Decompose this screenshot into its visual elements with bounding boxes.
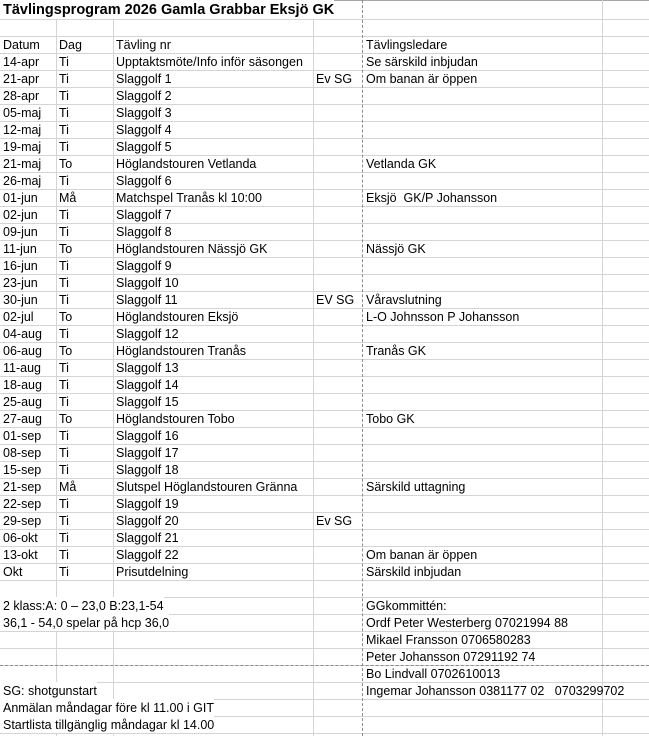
date-cell[interactable]: Okt xyxy=(3,565,23,579)
event-cell[interactable]: Slaggolf 15 xyxy=(116,395,179,409)
notes-row xyxy=(0,631,649,648)
committee-heading[interactable]: GGkommittén: xyxy=(366,599,447,613)
event-cell[interactable]: Slaggolf 21 xyxy=(116,531,179,545)
date-cell[interactable]: 01-jun xyxy=(3,191,38,205)
day-cell[interactable]: Ti xyxy=(59,276,69,290)
sg-cell[interactable] xyxy=(313,376,316,393)
grid-row-line xyxy=(0,580,649,581)
event-cell[interactable]: Slaggolf 7 xyxy=(116,208,172,222)
date-cell[interactable]: 26-maj xyxy=(3,174,42,188)
table-row xyxy=(0,427,649,444)
leader-cell[interactable] xyxy=(363,223,366,240)
header-datum[interactable]: Datum xyxy=(3,38,40,52)
day-cell[interactable]: Ti xyxy=(59,259,69,273)
table-row xyxy=(0,121,649,138)
table-row xyxy=(0,172,649,189)
day-cell[interactable]: Ti xyxy=(59,463,69,477)
leader-cell[interactable] xyxy=(363,444,366,461)
leader-cell[interactable] xyxy=(363,427,366,444)
sg-cell[interactable] xyxy=(313,223,316,240)
table-row xyxy=(0,155,649,172)
leader-cell[interactable] xyxy=(363,325,366,342)
date-cell[interactable]: 08-sep xyxy=(3,446,42,460)
note-startlista[interactable]: Startlista tillgänglig måndagar kl 14.00 xyxy=(0,716,214,733)
event-cell[interactable]: Höglandstouren Tobo xyxy=(116,412,235,426)
date-cell[interactable]: 15-sep xyxy=(3,463,42,477)
table-row xyxy=(0,359,649,376)
date-cell[interactable]: 21-sep xyxy=(3,480,42,494)
sg-cell[interactable] xyxy=(313,461,316,478)
sg-cell[interactable] xyxy=(313,342,316,359)
date-cell[interactable]: 21-maj xyxy=(3,157,42,171)
event-cell[interactable]: Slaggolf 11 xyxy=(116,293,178,307)
leader-cell[interactable] xyxy=(363,376,366,393)
grid-row-line xyxy=(0,19,649,20)
table-row xyxy=(0,563,649,580)
leader-cell[interactable] xyxy=(363,512,366,529)
sg-cell[interactable] xyxy=(313,393,316,410)
grid-row-line xyxy=(0,733,649,734)
event-cell[interactable]: Slaggolf 3 xyxy=(116,106,172,120)
table-row xyxy=(0,325,649,342)
day-cell[interactable]: Ti xyxy=(59,106,69,120)
event-cell[interactable]: Slaggolf 22 xyxy=(116,548,179,562)
leader-cell[interactable]: Våravslutning xyxy=(366,293,442,307)
table-row xyxy=(0,342,649,359)
committee-member[interactable]: Ordf Peter Westerberg 07021994 88 xyxy=(366,616,568,630)
leader-cell[interactable]: Nässjö GK xyxy=(366,242,426,256)
table-row xyxy=(0,495,649,512)
sg-cell[interactable] xyxy=(313,104,316,121)
leader-cell[interactable] xyxy=(363,359,366,376)
page-title[interactable]: Tävlingsprogram 2026 Gamla Grabbar Eksjö GK xyxy=(0,0,334,19)
notes-row xyxy=(0,699,649,716)
notes-row xyxy=(0,614,649,631)
leader-cell[interactable]: Se särskild inbjudan xyxy=(366,55,478,69)
date-cell[interactable]: 04-aug xyxy=(3,327,42,341)
event-cell[interactable]: Slaggolf 8 xyxy=(116,225,172,239)
sg-cell[interactable] xyxy=(313,359,316,376)
committee-member[interactable]: Peter Johansson 07291192 74 xyxy=(366,650,536,664)
event-cell[interactable]: Slaggolf 10 xyxy=(116,276,179,290)
date-cell[interactable]: 16-jun xyxy=(3,259,38,273)
date-cell[interactable]: 23-jun xyxy=(3,276,38,290)
leader-cell[interactable] xyxy=(363,172,366,189)
day-cell[interactable]: Må xyxy=(59,480,77,494)
day-cell[interactable]: Ti xyxy=(59,327,69,341)
day-cell[interactable]: Ti xyxy=(59,497,69,511)
date-cell[interactable]: 19-maj xyxy=(3,140,42,154)
leader-cell[interactable]: Tobo GK xyxy=(366,412,415,426)
day-cell[interactable]: Ti xyxy=(59,208,69,222)
sg-cell[interactable]: EV SG xyxy=(316,293,355,307)
event-cell[interactable]: Slaggolf 4 xyxy=(116,123,172,137)
table-row xyxy=(0,291,649,308)
event-cell[interactable]: Höglandstouren Vetlanda xyxy=(116,157,257,171)
day-cell[interactable]: Ti xyxy=(59,548,69,562)
table-row xyxy=(0,393,649,410)
event-cell[interactable]: Slaggolf 12 xyxy=(116,327,179,341)
committee-member[interactable]: Ingemar Johansson 0381177 02 0703299702 xyxy=(366,684,625,698)
sg-cell[interactable] xyxy=(313,240,316,257)
table-row xyxy=(0,512,649,529)
day-cell[interactable]: To xyxy=(59,242,73,256)
event-cell[interactable]: Höglandstouren Nässjö GK xyxy=(116,242,268,256)
day-cell[interactable]: Ti xyxy=(59,89,69,103)
date-cell[interactable]: 29-sep xyxy=(3,514,42,528)
day-cell[interactable]: To xyxy=(59,344,73,358)
sg-cell[interactable] xyxy=(313,138,316,155)
leader-cell[interactable] xyxy=(363,529,366,546)
table-row xyxy=(0,410,649,427)
date-cell[interactable]: 01-sep xyxy=(3,429,42,443)
table-row xyxy=(0,274,649,291)
note-sg[interactable]: SG: shotgunstart xyxy=(0,682,97,699)
event-cell[interactable]: Prisutdelning xyxy=(116,565,189,579)
sg-cell[interactable] xyxy=(313,189,316,206)
note-hcp[interactable]: 36,1 - 54,0 spelar på hcp 36,0 xyxy=(0,614,169,631)
date-cell[interactable]: 25-aug xyxy=(3,395,42,409)
day-cell[interactable]: Ti xyxy=(59,123,69,137)
sg-cell[interactable] xyxy=(313,546,316,563)
sg-cell[interactable] xyxy=(313,274,316,291)
event-cell[interactable]: Slaggolf 5 xyxy=(116,140,172,154)
date-cell[interactable]: 12-maj xyxy=(3,123,42,137)
date-cell[interactable]: 18-aug xyxy=(3,378,42,392)
day-cell[interactable]: Ti xyxy=(59,72,69,86)
table-row xyxy=(0,257,649,274)
event-cell[interactable]: Slaggolf 14 xyxy=(116,378,179,392)
event-cell[interactable]: Slaggolf 18 xyxy=(116,463,179,477)
sg-cell[interactable] xyxy=(313,410,316,427)
event-cell[interactable]: Höglandstouren Tranås xyxy=(116,344,246,358)
sg-cell[interactable] xyxy=(313,308,316,325)
header-dag[interactable]: Dag xyxy=(59,38,82,52)
table-row xyxy=(0,546,649,563)
day-cell[interactable]: To xyxy=(59,310,73,324)
sg-cell[interactable] xyxy=(313,121,316,138)
leader-cell[interactable] xyxy=(363,495,366,512)
table-row xyxy=(0,104,649,121)
table-row xyxy=(0,308,649,325)
leader-cell[interactable]: Eksjö GK/P Johansson xyxy=(366,191,498,205)
table-row xyxy=(0,223,649,240)
event-cell[interactable]: Slaggolf 19 xyxy=(116,497,179,511)
event-cell[interactable]: Upptaktsmöte/Info inför säsongen xyxy=(116,55,303,69)
leader-cell[interactable]: L-O Johnsson P Johansson xyxy=(366,310,520,324)
date-cell[interactable]: 21-apr xyxy=(3,72,40,86)
leader-cell[interactable] xyxy=(363,461,366,478)
sg-cell[interactable]: Ev SG xyxy=(316,72,353,86)
table-row xyxy=(0,189,649,206)
day-cell[interactable]: Må xyxy=(59,191,77,205)
day-cell[interactable]: Ti xyxy=(59,514,69,528)
table-row xyxy=(0,444,649,461)
table-row xyxy=(0,87,649,104)
leader-cell[interactable] xyxy=(363,87,366,104)
note-klass[interactable]: 2 klass:A: 0 – 23,0 B:23,1-54 xyxy=(0,597,164,614)
notes-row xyxy=(0,682,649,699)
table-row xyxy=(0,53,649,70)
date-cell[interactable]: 02-jul xyxy=(3,310,34,324)
sg-cell[interactable] xyxy=(313,563,316,580)
committee-member[interactable]: Mikael Fransson 0706580283 xyxy=(366,633,531,647)
header-tavling[interactable]: Tävling nr xyxy=(116,38,171,52)
date-cell[interactable]: 02-jun xyxy=(3,208,38,222)
day-cell[interactable]: Ti xyxy=(59,361,69,375)
leader-cell[interactable]: Särskild uttagning xyxy=(366,480,466,494)
day-cell[interactable]: To xyxy=(59,412,73,426)
event-cell[interactable]: Slaggolf 1 xyxy=(116,72,172,86)
note-anmalan[interactable]: Anmälan måndagar före kl 11.00 i GIT xyxy=(0,699,214,716)
notes-row xyxy=(0,597,649,614)
leader-cell[interactable]: Om banan är öppen xyxy=(366,72,478,86)
sg-cell[interactable] xyxy=(313,206,316,223)
leader-cell[interactable] xyxy=(363,206,366,223)
header-row xyxy=(0,36,649,53)
leader-cell[interactable] xyxy=(363,121,366,138)
day-cell[interactable]: Ti xyxy=(59,395,69,409)
notes-row xyxy=(0,665,649,682)
sg-cell[interactable] xyxy=(313,155,316,172)
table-row xyxy=(0,478,649,495)
date-cell[interactable]: 09-jun xyxy=(3,225,38,239)
sg-cell[interactable] xyxy=(313,53,316,70)
sg-cell[interactable] xyxy=(313,325,316,342)
leader-cell[interactable] xyxy=(363,274,366,291)
event-cell[interactable]: Slaggolf 17 xyxy=(116,446,179,460)
event-cell[interactable]: Slaggolf 6 xyxy=(116,174,172,188)
date-cell[interactable]: 05-maj xyxy=(3,106,42,120)
event-cell[interactable]: Slaggolf 9 xyxy=(116,259,172,273)
day-cell[interactable]: Ti xyxy=(59,446,69,460)
date-cell[interactable]: 11-aug xyxy=(3,361,41,375)
sg-cell[interactable] xyxy=(313,495,316,512)
sg-cell[interactable] xyxy=(313,427,316,444)
leader-cell[interactable]: Om banan är öppen xyxy=(366,548,478,562)
sg-cell[interactable] xyxy=(313,478,316,495)
sg-cell[interactable] xyxy=(313,257,316,274)
leader-cell[interactable]: Tranås GK xyxy=(366,344,426,358)
table-row xyxy=(0,240,649,257)
day-cell[interactable]: To xyxy=(59,157,73,171)
sg-cell[interactable]: Ev SG xyxy=(316,514,353,528)
day-cell[interactable]: Ti xyxy=(59,140,69,154)
table-row xyxy=(0,376,649,393)
day-cell[interactable]: Ti xyxy=(59,225,69,239)
event-cell[interactable]: Slaggolf 16 xyxy=(116,429,179,443)
date-cell[interactable]: 11-jun xyxy=(3,242,37,256)
day-cell[interactable]: Ti xyxy=(59,429,69,443)
table-row xyxy=(0,529,649,546)
leader-cell[interactable] xyxy=(363,393,366,410)
day-cell[interactable]: Ti xyxy=(59,174,69,188)
day-cell[interactable]: Ti xyxy=(59,55,69,69)
table-row xyxy=(0,461,649,478)
table-row xyxy=(0,206,649,223)
event-cell[interactable]: Slutspel Höglandstouren Gränna xyxy=(116,480,298,494)
event-cell[interactable]: Höglandstouren Eksjö xyxy=(116,310,239,324)
event-cell[interactable]: Slaggolf 2 xyxy=(116,89,172,103)
date-cell[interactable]: 30-jun xyxy=(3,293,38,307)
date-cell[interactable]: 06-aug xyxy=(3,344,42,358)
notes-row xyxy=(0,648,649,665)
date-cell[interactable]: 22-sep xyxy=(3,497,42,511)
date-cell[interactable]: 14-apr xyxy=(3,55,40,69)
sg-cell[interactable] xyxy=(313,529,316,546)
sg-cell[interactable] xyxy=(313,444,316,461)
date-cell[interactable]: 27-aug xyxy=(3,412,42,426)
sg-cell[interactable] xyxy=(313,87,316,104)
notes-row xyxy=(0,716,649,733)
leader-cell[interactable]: Vetlanda GK xyxy=(366,157,437,171)
event-cell[interactable]: Matchspel Tranås kl 10:00 xyxy=(116,191,262,205)
date-cell[interactable]: 13-okt xyxy=(3,548,38,562)
leader-cell[interactable] xyxy=(363,257,366,274)
header-ledare[interactable]: Tävlingsledare xyxy=(366,38,448,52)
committee-member[interactable]: Bo Lindvall 0702610013 xyxy=(366,667,501,681)
leader-cell[interactable] xyxy=(363,138,366,155)
day-cell[interactable]: Ti xyxy=(59,531,69,545)
event-cell[interactable]: Slaggolf 13 xyxy=(116,361,179,375)
table-row xyxy=(0,138,649,155)
day-cell[interactable]: Ti xyxy=(59,293,69,307)
table-row xyxy=(0,70,649,87)
leader-cell[interactable]: Särskild inbjudan xyxy=(366,565,462,579)
date-cell[interactable]: 28-apr xyxy=(3,89,40,103)
day-cell[interactable]: Ti xyxy=(59,565,69,579)
date-cell[interactable]: 06-okt xyxy=(3,531,38,545)
event-cell[interactable]: Slaggolf 20 xyxy=(116,514,179,528)
sg-cell[interactable] xyxy=(313,172,316,189)
leader-cell[interactable] xyxy=(363,104,366,121)
day-cell[interactable]: Ti xyxy=(59,378,69,392)
